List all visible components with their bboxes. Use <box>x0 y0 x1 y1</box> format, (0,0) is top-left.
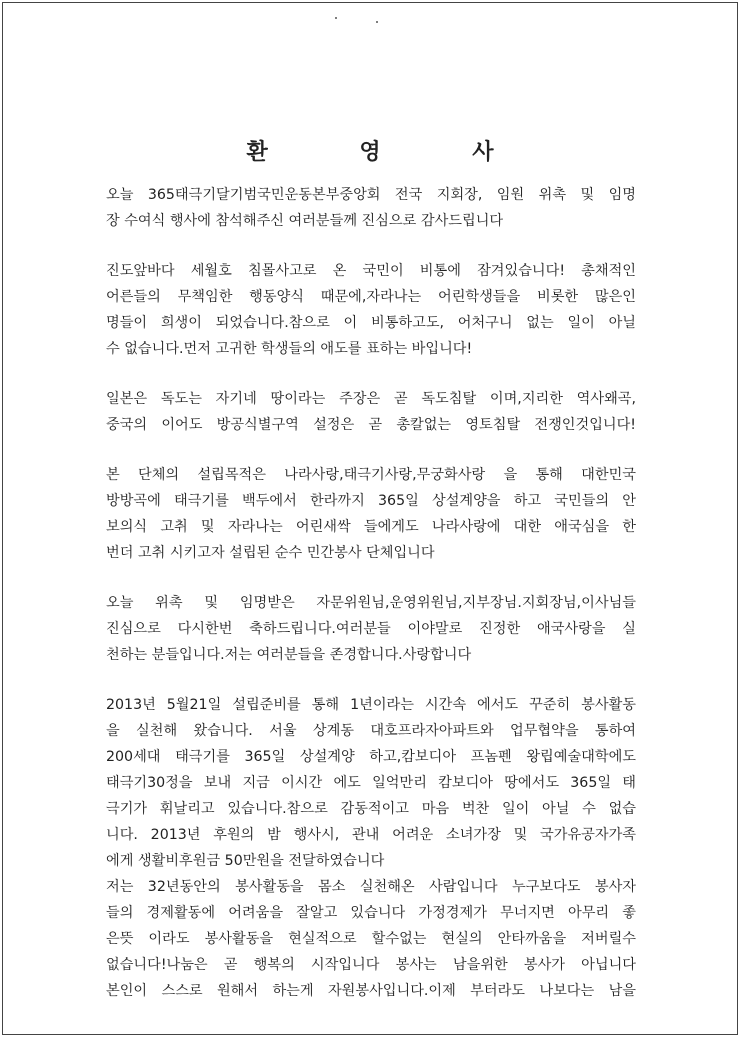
text-line: 명들이 희생이 되었습니다.참으로 이 비통하고도, 어처구니 없는 일이 아닐 <box>106 315 636 331</box>
text-line: 을 실천해 왔습니다. 서울 상계동 대호프라자아파트와 업무협약을 통하여 <box>106 723 636 739</box>
text-line: 들의 경제활동에 어려움을 잘알고 있습니다 가정경제가 무너지면 아무리 좋 <box>106 905 636 921</box>
text-line: 진도앞바다 세월호 침몰사고로 온 국민이 비통에 잠겨있습니다! 총채적인 <box>106 263 636 279</box>
text-line: 저는 32년동안의 봉사활동을 몸소 실천해온 사람입니다 누구보다도 봉사자 <box>106 879 636 895</box>
text-line: 니다. 2013년 후원의 밤 행사시, 관내 어려운 소녀가장 및 국가유공자가족 <box>106 827 636 843</box>
text-line: 본인이 스스로 원해서 하는게 자원봉사입니다.이제 부터라도 나보다는 남을 <box>106 983 636 999</box>
paragraph <box>106 462 636 566</box>
text-line: 오늘 위촉 및 임명받은 자문위원님,운영위원님,지부장님.지회장님,이사님들 <box>106 595 636 611</box>
text-line: 보의식 고취 및 자라나는 어린새싹 들에게도 나라사랑에 대한 애국심을 한 <box>106 519 636 535</box>
paragraph <box>106 386 636 438</box>
text-line: 에게 생활비후원금 50만원을 전달하였습니다 <box>106 853 385 869</box>
text-line: 어른들의 무책임한 행동양식 때문에,자라나는 어린학생들을 비롯한 많은인 <box>106 289 636 305</box>
text-line: 방방곡에 태극기를 백두에서 한라까지 365일 상설계양을 하고 국민들의 안 <box>106 493 636 509</box>
paragraph <box>106 692 636 1004</box>
paragraph <box>106 590 636 668</box>
scan-mark <box>335 17 337 19</box>
paragraph <box>106 258 636 362</box>
text-line: 없습니다!나눔은 곧 행복의 시작입니다 봉사는 남을위한 봉사가 아닙니다 <box>106 957 636 973</box>
text-line: 극기가 휘날리고 있습니다.참으로 감동적이고 마음 벅찬 일이 아닐 수 없습 <box>106 801 636 817</box>
text-line: 수 없습니다.먼저 고귀한 학생들의 애도를 표하는 바입니다! <box>106 341 473 357</box>
text-line: 진심으로 다시한번 축하드립니다.여러분들 이야말로 진정한 애국사랑을 실 <box>106 621 636 637</box>
text-line: 오늘 365태극기달기범국민운동본부중앙회 전국 지회장, 임원 위촉 및 임명 <box>106 187 636 203</box>
text-line: 태극기30정을 보내 지금 이시간 에도 일억만리 캄보디아 땅에서도 365일 태 <box>106 775 636 791</box>
document-body <box>106 182 636 1004</box>
scan-mark <box>376 21 378 23</box>
paragraph <box>106 182 636 234</box>
document-title: 환 영 사 <box>246 139 536 165</box>
text-line: 본 단체의 설립목적은 나라사랑,태극기사랑,무궁화사랑 을 통해 대한민국 <box>106 467 636 483</box>
text-line: 은뜻 이라도 봉사활동을 현실적으로 할수없는 현실의 안타까움을 저버릴수 <box>106 931 636 947</box>
text-line: 천하는 분들입니다.저는 여러분들을 존경합니다.사랑합니다 <box>106 647 472 663</box>
text-line: 2013년 5월21일 설립준비를 통해 1년이라는 시간속 에서도 꾸준히 봉사활동 <box>106 697 636 713</box>
text-line: 번더 고취 시키고자 설립된 순수 민간봉사 단체입니다 <box>106 545 435 561</box>
text-line: 200세대 태극기를 365일 상설계양 하고,캄보디아 프놈펜 왕립예술대학에도 <box>106 749 636 765</box>
text-line: 일본은 독도는 자기네 땅이라는 주장은 곧 독도침탈 이며,지리한 역사왜곡, <box>106 391 636 407</box>
text-line: 중국의 이어도 방공식별구역 설정은 곧 총칼없는 영토침탈 전쟁인것입니다! <box>106 417 636 433</box>
text-line: 장 수여식 행사에 참석해주신 여러분들께 진심으로 감사드립니다 <box>106 213 504 229</box>
